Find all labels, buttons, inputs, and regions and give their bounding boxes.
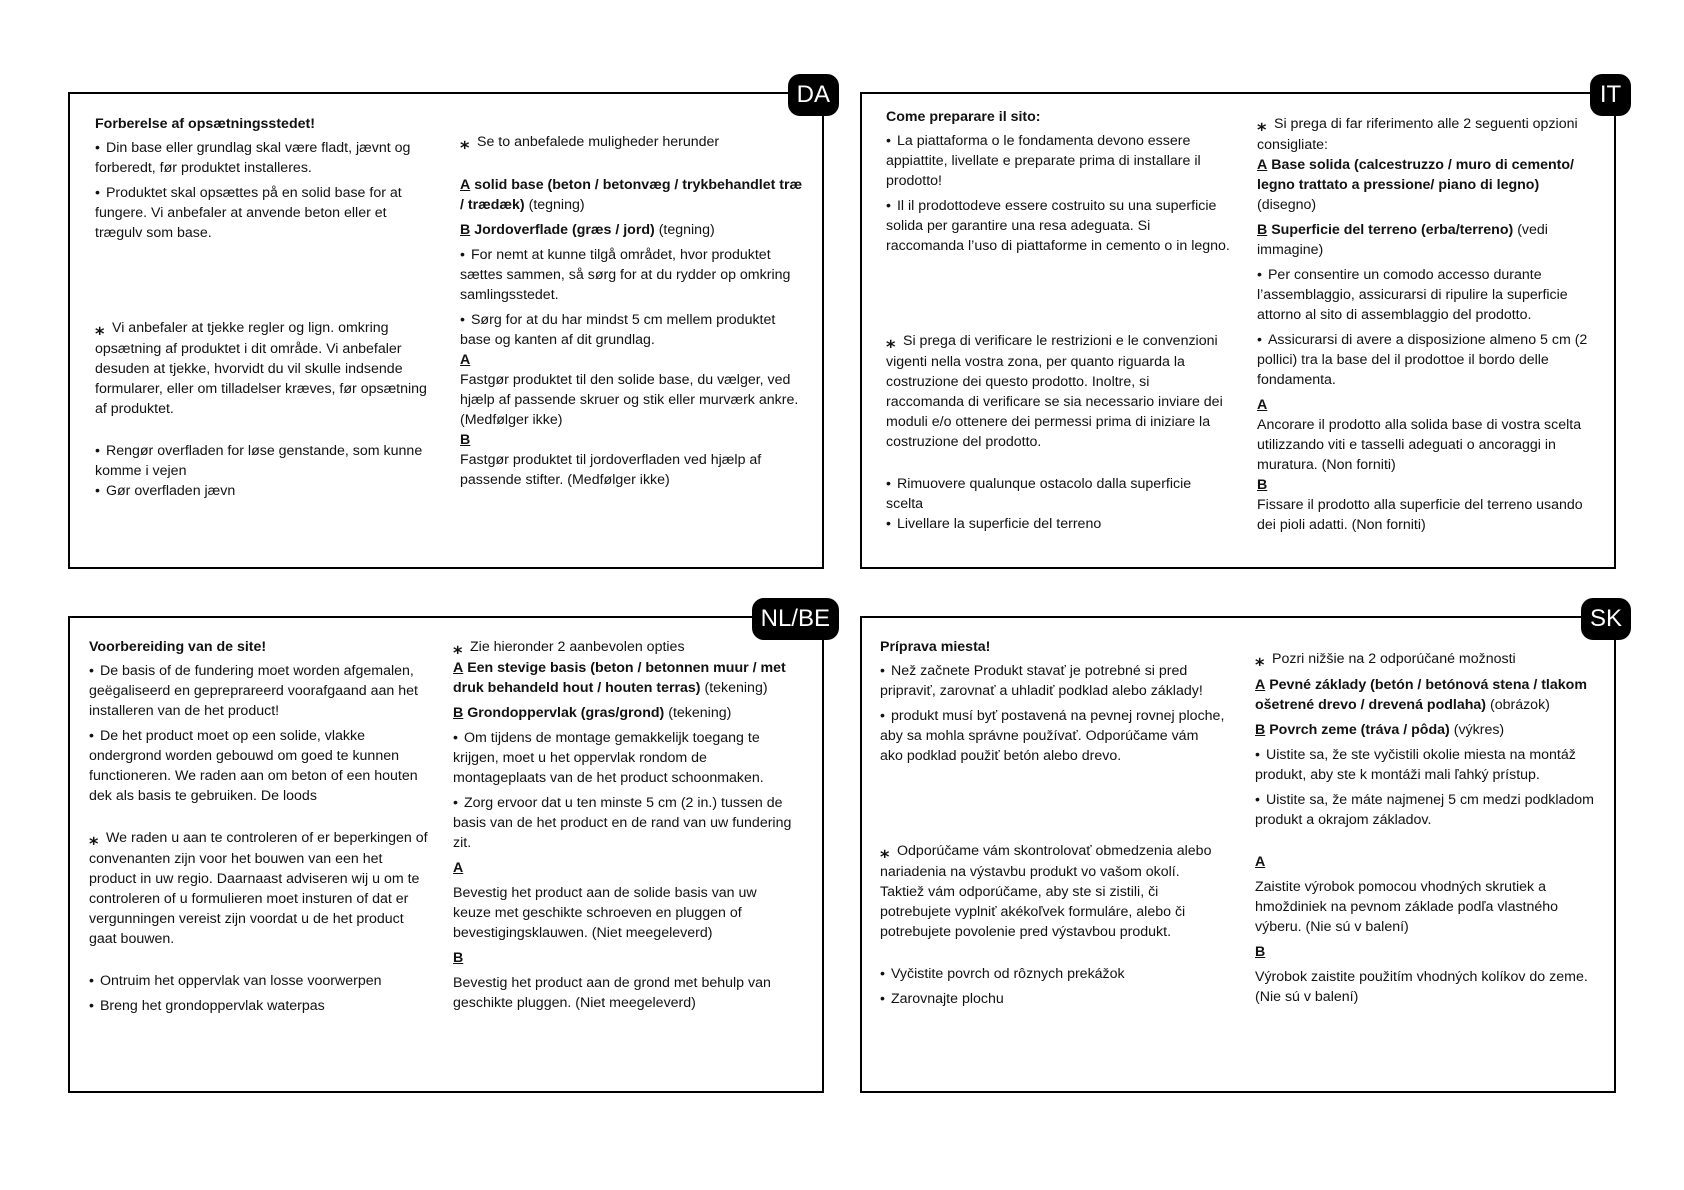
it-label-a: A bbox=[1257, 397, 1268, 413]
asterisk-icon: ⁎ bbox=[95, 319, 105, 339]
language-tag-sk: SK bbox=[1581, 598, 1631, 640]
sk-text-a: Zaistite výrobok pomocou vhodných skrutiek a hmoždiniek na pevnom základe podľa vlastného výberu. (Nie sú v balení) bbox=[1255, 879, 1559, 935]
sk-option-a: A Pevné základy (betón / betónová stena / tlakom ošetrené drevo / drevená podlaha) (obrázok) bbox=[1255, 677, 1587, 713]
da-note: ⁎ Vi anbefaler at tjekke regler og lign. omkring opsætning af produktet i dit område. Vi anbefaler desuden at tjekke, hvorvidt du vil skulle indsende formularer, eller om tilladelser kræves, før opsætning af produktet. bbox=[95, 319, 427, 417]
nl-text-a: Bevestig het product aan de solide basis van uw keuze met geschikte schroeven en pluggen of bevestigingsklauwen. (Niet meegeleverd) bbox=[453, 885, 757, 941]
nl-bullet-1: • De basis of de fundering moet worden afgemalen, geëgaliseerd en gepreprareerd voorafgaand aan het installeren van de het product! bbox=[89, 661, 429, 721]
sk-options-intro: ⁎ Pozri nižšie na 2 odporúčané možnosti bbox=[1255, 650, 1516, 670]
panel-sk bbox=[860, 605, 1622, 1093]
nl-right-column bbox=[453, 637, 798, 1013]
it-bullet-6: • Assicurarsi di avere a disposizione almeno 5 cm (2 pollici) tra la base del il prodottoe il bordo delle fondamenta. bbox=[1257, 330, 1602, 390]
nl-bullet-5: • Om tijdens de montage gemakkelijk toegang te krijgen, moet u het oppervlak rondom de montageplaats van de het product schoonmaken. bbox=[453, 728, 798, 788]
da-text-a: Fastgør produktet til den solide base, du vælger, ved hjælp af passende skruer og stik eller murværk ankre. (Medfølger ikke) bbox=[460, 372, 799, 428]
language-tag-da: DA bbox=[788, 74, 839, 116]
it-note: ⁎ Si prega di verificare le restrizioni e le convenzioni vigenti nella vostra zona, per quanto riguarda la costruzione dei questo prodotto. Inoltre, si raccomanda di verificare se sia necessario inviare dei moduli e/o ottenere dei permessi prima di iniziare la costruzione del prodotto. bbox=[886, 332, 1223, 450]
asterisk-icon: ⁎ bbox=[1257, 115, 1267, 135]
language-tag-it: IT bbox=[1590, 74, 1631, 116]
da-label-b: B bbox=[460, 432, 471, 448]
sk-bullet-6: • Uistite sa, že máte najmenej 5 cm medzi podkladom produkt a okrajom základov. bbox=[1255, 790, 1600, 830]
sk-title: Príprava miesta! bbox=[880, 639, 991, 655]
it-bullet-4: • Livellare la superficie del terreno bbox=[886, 514, 1231, 534]
da-bullet-6: • Sørg for at du har mindst 5 cm mellem produktet base og kanten af dit grundlag. bbox=[460, 310, 805, 350]
it-left-column bbox=[886, 107, 1231, 534]
da-right-column bbox=[460, 132, 805, 490]
nl-title: Voorbereiding van de site! bbox=[89, 639, 267, 655]
panel-nl-be bbox=[68, 605, 830, 1093]
sk-label-b: B bbox=[1255, 944, 1266, 960]
asterisk-icon: ⁎ bbox=[880, 842, 890, 862]
sk-label-a: A bbox=[1255, 854, 1266, 870]
sk-option-b: B Povrch zeme (tráva / pôda) (výkres) bbox=[1255, 722, 1505, 738]
sk-bullet-5: • Uistite sa, že ste vyčistili okolie miesta na montáž produkt, aby ste k montáži mali ľahký prístup. bbox=[1255, 745, 1600, 785]
asterisk-icon: ⁎ bbox=[886, 332, 896, 352]
it-text-a: Ancorare il prodotto alla solida base di vostra scelta utilizzando viti e tasselli adeguati o ancoraggi in muratura. (Non forniti) bbox=[1257, 417, 1582, 473]
nl-bullet-4: • Breng het grondoppervlak waterpas bbox=[89, 996, 429, 1016]
sk-bullet-3: • Vyčistite povrch od rôznych prekážok bbox=[880, 964, 1225, 984]
asterisk-icon: ⁎ bbox=[453, 638, 463, 658]
nl-left-column bbox=[89, 637, 429, 1016]
nl-label-a: A bbox=[453, 860, 464, 876]
it-bullet-1: • La piattaforma o le fondamenta devono essere appiattite, livellate e preparate prima di installare il prodotto! bbox=[886, 131, 1231, 191]
it-text-b: Fissare il prodotto alla superficie del terreno usando dei pioli adatti. (Non forniti) bbox=[1257, 497, 1583, 533]
sk-left-column bbox=[880, 637, 1225, 1009]
it-option-a: A Base solida (calcestruzzo / muro di cemento/ legno trattato a pressione/ piano di legno) (disegno) bbox=[1257, 157, 1574, 213]
asterisk-icon: ⁎ bbox=[89, 829, 99, 849]
nl-text-b: Bevestig het product aan de grond met behulp van geschikte pluggen. (Niet meegeleverd) bbox=[453, 975, 771, 1011]
nl-bullet-2: • De het product moet op een solide, vlakke ondergrond worden gebouwd om goed te kunnen functioneren. We raden aan om beton of een houten dek als basis te gebruiken. De loods bbox=[89, 726, 429, 806]
da-text-b: Fastgør produktet til jordoverfladen ved hjælp af passende stifter. (Medfølger ikke) bbox=[460, 452, 762, 488]
nl-option-a: A Een stevige basis (beton / betonnen muur / met druk behandeld hout / houten terras) (tekening) bbox=[453, 660, 786, 696]
nl-option-b: B Grondoppervlak (gras/grond) (tekening) bbox=[453, 705, 732, 721]
da-options-intro: ⁎ Se to anbefalede muligheder herunder bbox=[460, 133, 720, 153]
da-bullet-2: • Produktet skal opsættes på en solid base for at fungere. Vi anbefaler at anvende beton eller et trægulv som base. bbox=[95, 183, 435, 243]
sk-bullet-4: • Zarovnajte plochu bbox=[880, 989, 1225, 1009]
nl-bullet-6: • Zorg ervoor dat u ten minste 5 cm (2 in.) tussen de basis van de het product en de rand van uw fundering zit. bbox=[453, 793, 798, 853]
da-bullet-3: • Rengør overfladen for løse genstande, som kunne komme i vejen bbox=[95, 441, 435, 481]
sk-text-b: Výrobok zaistite použitím vhodných kolíkov do zeme. (Nie sú v balení) bbox=[1255, 969, 1588, 1005]
language-tag-nl-be: NL/BE bbox=[752, 598, 839, 640]
it-bullet-3: • Rimuovere qualunque ostacolo dalla superficie scelta bbox=[886, 474, 1231, 514]
it-right-column bbox=[1257, 114, 1602, 535]
it-bullet-2: • Il il prodottodeve essere costruito su una superficie solida per garantire una resa adeguata. Si raccomanda l’uso di piattaforme in cemento o in legno. bbox=[886, 196, 1231, 256]
asterisk-icon: ⁎ bbox=[460, 133, 470, 153]
da-option-b: B Jordoverflade (græs / jord) (tegning) bbox=[460, 222, 715, 238]
nl-note: ⁎ We raden u aan te controleren of er beperkingen of convenanten zijn voor het bouwen van een het product in uw regio. Daarnaast adviseren wij u om te controleren of u formulieren moet insturen of dat er vergunningen vereist zijn voordat u de het product gaat bouwen. bbox=[89, 829, 428, 947]
sk-bullet-2: • produkt musí byť postavená na pevnej rovnej ploche, aby sa mohla správne používať. Odporúčame vám ako podklad použiť betón alebo drevo. bbox=[880, 706, 1225, 766]
it-bullet-5: • Per consentire un comodo accesso durante l’assemblaggio, assicurarsi di ripulire la superficie attorno al sito di assemblaggio del prodotto. bbox=[1257, 265, 1602, 325]
asterisk-icon: ⁎ bbox=[1255, 650, 1265, 670]
panel-it bbox=[860, 81, 1622, 569]
da-left-column bbox=[95, 114, 435, 501]
it-option-b: B Superficie del terreno (erba/terreno) (vedi immagine) bbox=[1257, 222, 1548, 258]
panel-da bbox=[68, 81, 830, 569]
sk-bullet-1: • Než začnete Produkt stavať je potrebné si pred pripraviť, zarovnať a uhladiť podklad alebo základy! bbox=[880, 661, 1225, 701]
it-options-intro: ⁎ Si prega di far riferimento alle 2 seguenti opzioni consigliate: bbox=[1257, 115, 1578, 153]
da-bullet-5: • For nemt at kunne tilgå området, hvor produktet sættes sammen, så sørg for at du rydder op omkring samlingsstedet. bbox=[460, 245, 805, 305]
da-label-a: A bbox=[460, 352, 471, 368]
da-bullet-1: • Din base eller grundlag skal være fladt, jævnt og forberedt, før produktet installeres. bbox=[95, 138, 435, 178]
sk-right-column bbox=[1255, 649, 1600, 1007]
sk-note: ⁎ Odporúčame vám skontrolovať obmedzenia alebo nariadenia na výstavbu produkt vo vašom okolí. Taktiež vám odporúčame, aby ste si zistili, či potrebujete vyplniť akékoľvek formuláre, alebo či potrebujete povolenie pred výstavbou produkt. bbox=[880, 842, 1212, 940]
nl-label-b: B bbox=[453, 950, 464, 966]
da-bullet-4: • Gør overfladen jævn bbox=[95, 481, 435, 501]
nl-options-intro: ⁎ Zie hieronder 2 aanbevolen opties bbox=[453, 638, 685, 658]
it-label-b: B bbox=[1257, 477, 1268, 493]
da-option-a: A solid base (beton / betonvæg / trykbehandlet træ / trædæk) (tegning) bbox=[460, 177, 803, 213]
nl-bullet-3: • Ontruim het oppervlak van losse voorwerpen bbox=[89, 971, 429, 991]
da-title: Forberelse af opsætningsstedet! bbox=[95, 116, 315, 132]
it-title: Come preparare il sito: bbox=[886, 109, 1041, 125]
